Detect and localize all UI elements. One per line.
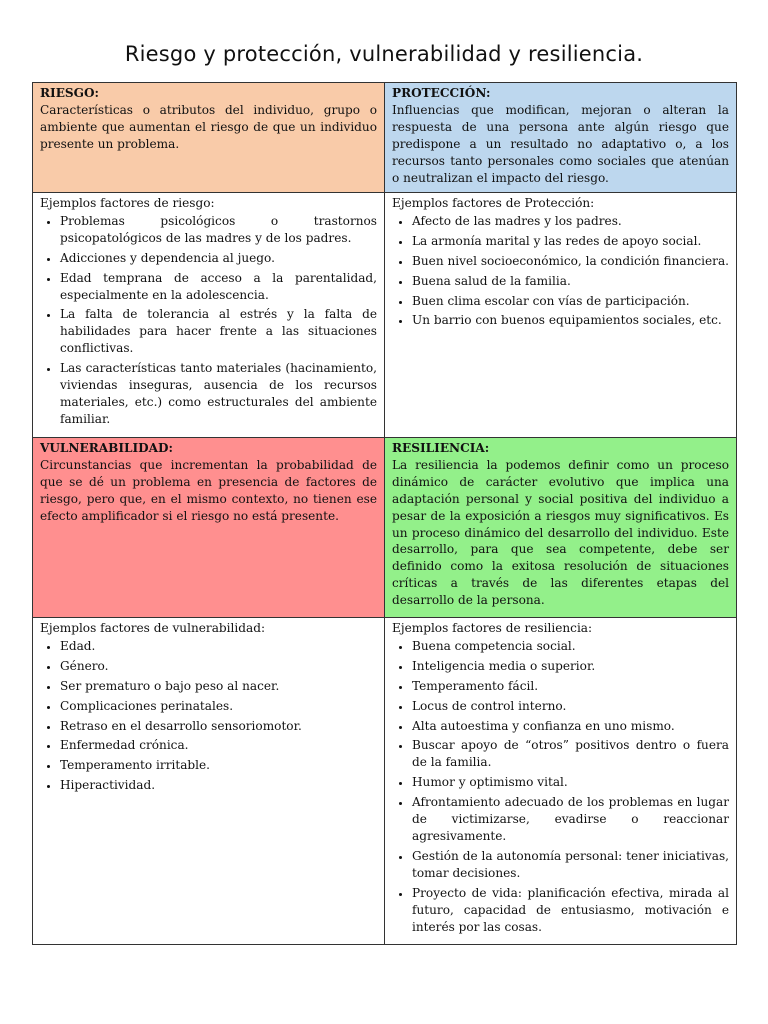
list-item: • Humor y optimismo vital.	[412, 774, 729, 791]
list-item: • Enfermedad crónica.	[60, 737, 377, 754]
list-item: • Buena salud de la familia.	[412, 273, 729, 290]
list-item: • La falta de tolerancia al estrés y la falta de habilidades para hacer frente a las situaciones conflictivas.	[60, 306, 377, 357]
vulnerabilidad-description: Circunstancias que incrementan la probabilidad de que se dé un problema en presencia de factores de riesgo, pero que, en el mismo contexto, no tienen ese efecto amplificador si el riesgo no está presente.	[40, 457, 377, 523]
list-item: • Retraso en el desarrollo sensoriomotor.	[60, 718, 377, 735]
vulnerabilidad-definition-cell	[33, 438, 385, 618]
examples-row-2	[33, 618, 737, 945]
list-item: • Género.	[60, 658, 377, 675]
list-item: • Ser prematuro o bajo peso al nacer.	[60, 678, 377, 695]
examples-row-1	[33, 193, 737, 438]
list-item: • Temperamento fácil.	[412, 678, 729, 695]
list-item: • Proyecto de vida: planificación efectiva, mirada al futuro, capacidad de entusiasmo, motivación e interés por las cosas.	[412, 885, 729, 936]
vulnerabilidad-heading: VULNERABILIDAD:	[40, 441, 174, 455]
list-item: • Complicaciones perinatales.	[60, 698, 377, 715]
list-item: • Afecto de las madres y los padres.	[412, 213, 729, 230]
riesgo-heading: RIESGO:	[40, 86, 99, 100]
list-item: • Adicciones y dependencia al juego.	[60, 250, 377, 267]
list-item: • Inteligencia media o superior.	[412, 658, 729, 675]
list-item: • Hiperactividad.	[60, 777, 377, 794]
vulnerabilidad-examples-list	[40, 638, 377, 794]
concepts-table	[32, 82, 737, 945]
list-item: • La armonía marital y las redes de apoyo social.	[412, 233, 729, 250]
list-item: • Las características tanto materiales (hacinamiento, viviendas inseguras, ausencia de los recursos materiales, etc.) como estructurales del ambiente familiar.	[60, 360, 377, 428]
list-item: • Edad temprana de acceso a la parentalidad, especialmente en la adolescencia.	[60, 270, 377, 304]
proteccion-examples-cell	[385, 193, 737, 438]
proteccion-description: Influencias que modifican, mejoran o alteran la respuesta de una persona ante algún riesgo que predispone a un resultado no adaptativo o, a los recursos tanto personales como sociales que atenúan o neutralizan el impacto del riesgo.	[392, 102, 729, 185]
proteccion-examples-list	[392, 213, 729, 329]
list-item: • Un barrio con buenos equipamientos sociales, etc.	[412, 312, 729, 329]
riesgo-examples-list	[40, 213, 377, 428]
resiliencia-examples-label: Ejemplos factores de resiliencia:	[392, 621, 593, 635]
vulnerabilidad-examples-label: Ejemplos factores de vulnerabilidad:	[40, 621, 266, 635]
list-item: • Buena competencia social.	[412, 638, 729, 655]
list-item: • Buscar apoyo de “otros” positivos dentro o fuera de la familia.	[412, 737, 729, 771]
list-item: • Temperamento irritable.	[60, 757, 377, 774]
resiliencia-heading: RESILIENCIA:	[392, 441, 490, 455]
list-item: • Afrontamiento adecuado de los problemas en lugar de victimizarse, evadirse o reaccionar agresivamente.	[412, 794, 729, 845]
list-item: • Edad.	[60, 638, 377, 655]
riesgo-description: Características o atributos del individuo, grupo o ambiente que aumentan el riesgo de que un individuo presente un problema.	[40, 102, 377, 151]
list-item: • Problemas psicológicos o trastornos psicopatológicos de las madres y de los padres.	[60, 213, 377, 247]
riesgo-definition-cell	[33, 83, 385, 193]
list-item: • Locus de control interno.	[412, 698, 729, 715]
vulnerabilidad-examples-cell	[33, 618, 385, 945]
list-item: • Alta autoestima y confianza en uno mismo.	[412, 718, 729, 735]
proteccion-examples-label: Ejemplos factores de Protección:	[392, 196, 595, 210]
riesgo-examples-label: Ejemplos factores de riesgo:	[40, 196, 215, 210]
list-item: • Buen clima escolar con vías de participación.	[412, 293, 729, 310]
list-item: • Gestión de la autonomía personal: tener iniciativas, tomar decisiones.	[412, 848, 729, 882]
proteccion-definition-cell	[385, 83, 737, 193]
resiliencia-examples-list	[392, 638, 729, 936]
definitions-row-1	[33, 83, 737, 193]
resiliencia-definition-cell	[385, 438, 737, 618]
proteccion-heading: PROTECCIÓN:	[392, 86, 491, 100]
definitions-row-2	[33, 438, 737, 618]
list-item: • Buen nivel socioeconómico, la condición financiera.	[412, 253, 729, 270]
resiliencia-examples-cell	[385, 618, 737, 945]
riesgo-examples-cell	[33, 193, 385, 438]
resiliencia-description: La resiliencia la podemos definir como un proceso dinámico de carácter evolutivo que implica una adaptación personal y social positiva del individuo a pesar de la exposición a riesgos muy significativos. Es un proceso dinámico del desarrollo del individuo. Este desarrollo, para que sea competente, debe ser definido como la exitosa resolución de situaciones críticas a través de las diferentes etapas del desarrollo de la persona.	[392, 457, 729, 608]
page-title: Riesgo y protección, vulnerabilidad y resiliencia.	[124, 42, 644, 66]
